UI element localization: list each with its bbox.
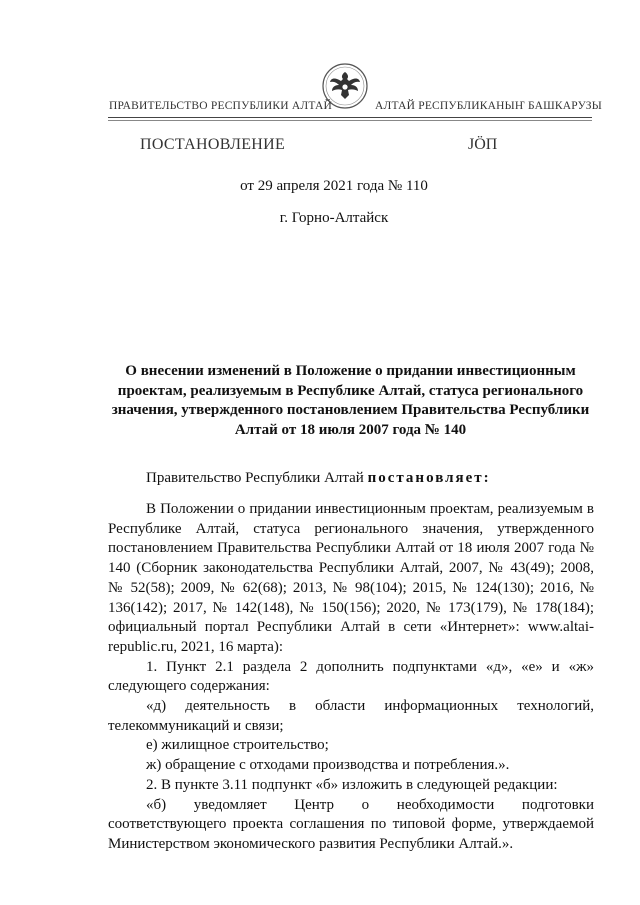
document-city: г. Горно-Алтайск xyxy=(279,210,389,226)
header-divider-thin xyxy=(108,120,592,121)
decree-subject: Правительство Республики Алтай xyxy=(146,470,368,486)
header-government-ru: ПРАВИТЕЛЬСТВО РЕСПУБЛИКИ АЛТАЙ xyxy=(109,100,333,112)
decree-line xyxy=(146,470,491,487)
body-paragraph: 2. В пункте 3.11 подпункт «б» изложить в следующей редакции: xyxy=(146,776,558,793)
document-date-number: от 29 апреля 2021 года № 110 xyxy=(240,178,428,194)
header-government-alt: АЛТАЙ РЕСПУБЛИКАНЫҤ БАШКАРУЗЫ xyxy=(375,100,602,112)
body-paragraph: е) жилищное строительство; xyxy=(146,737,329,754)
document-title: О внесении изменений в Положение о придании инвестиционным проектам, реализуемым в Республике Алтай, статуса регионального значения, утвержденного постановлением Правительства Республики Алтай от 18 июля 2007 года № 140 xyxy=(111,363,590,438)
document-type-alt: ЈӦП xyxy=(468,136,498,153)
decree-verb: постановляет: xyxy=(367,470,491,486)
body-paragraph: ж) обращение с отходами производства и потребления.». xyxy=(146,757,510,774)
body-paragraph: «б) уведомляет Центр о необходимости подготовки соответствующего проекта соглашения по типовой форме, утверждаемой Министерством экономического развития Республики Алтай.». xyxy=(108,796,594,852)
header-divider xyxy=(108,117,592,118)
body-paragraph: «д) деятельность в области информационных технологий, телекоммуникаций и связи; xyxy=(108,698,594,734)
document-body xyxy=(108,500,594,855)
document-type-ru: ПОСТАНОВЛЕНИЕ xyxy=(140,136,286,153)
body-paragraph: 1. Пункт 2.1 раздела 2 дополнить подпунктами «д», «е» и «ж» следующего содержания: xyxy=(108,658,594,695)
body-paragraph: В Положении о придании инвестиционным проектам, реализуемым в Республике Алтай, статуса регионального значения, утвержденного постановлением Правительства Республики Алтай от 18 июля 2007 года № 140 (Сборник законодательства Республики Алтай, 2007, № 43(49); 2008, № 52(58); 2009, № 62(68); 2013, № 98(104); 2015, № 124(130); 2016, № 136(142); 2017, № 142(148), № 150(156); 2020, № 173(179), № 178(184); официальный портал Республики Алтай в сети «Интернет»: www.altai-republic.ru, 2021, 16 марта): xyxy=(108,501,594,655)
